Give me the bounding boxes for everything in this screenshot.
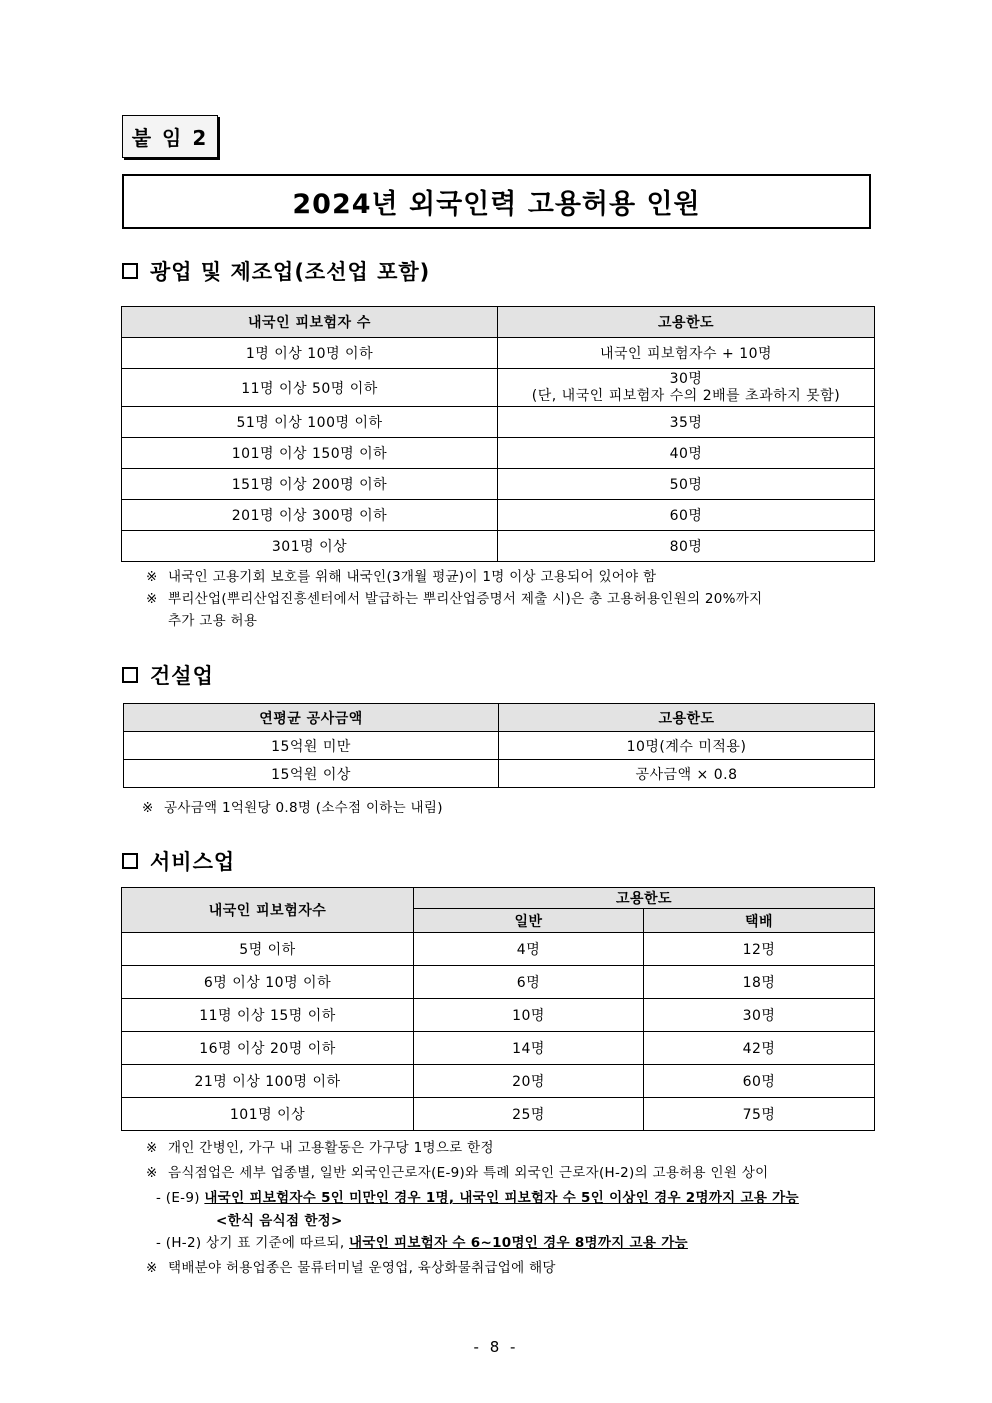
table-cell: 21명 이상 100명 이하 bbox=[122, 1065, 414, 1098]
table-cell: 1명 이상 10명 이하 bbox=[122, 338, 498, 369]
table-cell: 301명 이상 bbox=[122, 531, 498, 562]
table-cell: 101명 이상 bbox=[122, 1098, 414, 1131]
table-cell: 6명 이상 10명 이하 bbox=[122, 966, 414, 999]
table-cell: 60명 bbox=[644, 1065, 875, 1098]
sub-note-e9 bbox=[146, 1186, 886, 1211]
section-construction-title: 건설업 bbox=[150, 664, 214, 688]
table-row bbox=[122, 407, 875, 438]
cell-condition: (단, 내국인 피보험자 수의 2배를 초과하지 못함) bbox=[531, 387, 841, 404]
table-cell: 14명 bbox=[414, 1032, 644, 1065]
table-row bbox=[124, 760, 875, 788]
table-header: 내국인 피보험자수 bbox=[122, 888, 414, 933]
note-text: 개인 간병인, 가구 내 고용활동은 가구당 1명으로 한정 bbox=[168, 1140, 494, 1156]
table-row bbox=[122, 1098, 875, 1131]
attachment-label: 붙 임 2 bbox=[122, 115, 218, 158]
table-subheader: 일반 bbox=[414, 909, 644, 933]
table-row bbox=[122, 531, 875, 562]
table-cell: 11명 이상 50명 이하 bbox=[122, 369, 498, 407]
table-cell: 10명 bbox=[414, 999, 644, 1032]
table-cell: 201명 이상 300명 이하 bbox=[122, 500, 498, 531]
table-row bbox=[122, 500, 875, 531]
section-service-title: 서비스업 bbox=[150, 850, 236, 874]
table-row bbox=[122, 1032, 875, 1065]
sub-note-h2 bbox=[146, 1231, 886, 1256]
table-cell: 18명 bbox=[644, 966, 875, 999]
checkbox-square-icon bbox=[122, 263, 138, 279]
table-cell: 101명 이상 150명 이하 bbox=[122, 438, 498, 469]
table-cell: 15억원 미만 bbox=[124, 732, 499, 760]
service-table bbox=[121, 887, 875, 1131]
section-construction-heading bbox=[122, 660, 214, 690]
table-cell: 35명 bbox=[498, 407, 875, 438]
page-number: - 8 - bbox=[473, 1338, 519, 1356]
note-mark: ※ bbox=[142, 800, 154, 816]
table-cell: 51명 이상 100명 이하 bbox=[122, 407, 498, 438]
note-text: 공사금액 1억원당 0.8명 (소수점 이하는 내림) bbox=[164, 800, 443, 816]
table-cell: 25명 bbox=[414, 1098, 644, 1131]
table-subheader: 택배 bbox=[644, 909, 875, 933]
sub-note-emphasis: 내국인 피보험자 수 6~10명인 경우 8명까지 고용 가능 bbox=[349, 1235, 688, 1251]
table-header: 고용한도 bbox=[498, 307, 875, 338]
note-mark: ※ bbox=[146, 1165, 158, 1181]
page-title: 2024년 외국인력 고용허용 인원 bbox=[122, 174, 871, 229]
construction-table bbox=[123, 703, 875, 788]
note-mark: ※ bbox=[146, 1140, 158, 1156]
table-cell: 20명 bbox=[414, 1065, 644, 1098]
table-cell: 42명 bbox=[644, 1032, 875, 1065]
note-mark: ※ bbox=[146, 591, 158, 607]
note-text: 음식점업은 세부 업종별, 일반 외국인근로자(E-9)와 특례 외국인 근로자(H-2)의 고용허용 인원 상이 bbox=[168, 1165, 769, 1181]
table-row bbox=[122, 338, 875, 369]
section-manufacturing-heading bbox=[122, 256, 430, 286]
table-row bbox=[122, 438, 875, 469]
table-row bbox=[122, 469, 875, 500]
table-row bbox=[124, 732, 875, 760]
table-row bbox=[122, 369, 875, 407]
note-mark: ※ bbox=[146, 1260, 158, 1276]
manufacturing-notes bbox=[146, 566, 876, 632]
note-text-continued: 추가 고용 허용 bbox=[168, 613, 258, 629]
table-cell: 5명 이하 bbox=[122, 933, 414, 966]
construction-notes bbox=[142, 797, 872, 819]
table-cell: 6명 bbox=[414, 966, 644, 999]
table-cell: 내국인 피보험자수 + 10명 bbox=[498, 338, 875, 369]
service-notes bbox=[146, 1136, 886, 1281]
note-text: 뿌리산업(뿌리산업진흥센터에서 발급하는 뿌리산업증명서 제출 시)은 총 고용허용인원의 20%까지 bbox=[168, 591, 763, 607]
table-cell: 공사금액 × 0.8 bbox=[499, 760, 875, 788]
table-cell: 15억원 이상 bbox=[124, 760, 499, 788]
sub-note-emphasis: 내국인 피보험자수 5인 미만인 경우 1명, 내국인 피보험자 수 5인 이상인 경우 2명까지 고용 가능 bbox=[204, 1190, 799, 1206]
table-row bbox=[122, 999, 875, 1032]
table-cell: 50명 bbox=[498, 469, 875, 500]
table-row bbox=[122, 1065, 875, 1098]
table-header: 고용한도 bbox=[414, 888, 875, 909]
sub-note-e9-continued: <한식 음식점 한정> bbox=[216, 1213, 343, 1229]
table-cell: 60명 bbox=[498, 500, 875, 531]
sub-note-prefix: - (E-9) bbox=[156, 1190, 205, 1206]
table-cell: 12명 bbox=[644, 933, 875, 966]
note-text: 택배분야 허용업종은 물류터미널 운영업, 육상화물취급업에 해당 bbox=[168, 1260, 556, 1276]
section-manufacturing-title: 광업 및 제조업(조선업 포함) bbox=[150, 260, 431, 284]
table-cell: 11명 이상 15명 이하 bbox=[122, 999, 414, 1032]
table-cell: 16명 이상 20명 이하 bbox=[122, 1032, 414, 1065]
note-mark: ※ bbox=[146, 569, 158, 585]
table-cell: 80명 bbox=[498, 531, 875, 562]
manufacturing-table bbox=[121, 306, 875, 562]
checkbox-square-icon bbox=[122, 667, 138, 683]
table-cell: 75명 bbox=[644, 1098, 875, 1131]
section-service-heading bbox=[122, 846, 235, 876]
table-header: 고용한도 bbox=[499, 704, 875, 732]
note-text: 내국인 고용기회 보호를 위해 내국인(3개월 평균)이 1명 이상 고용되어 있어야 함 bbox=[168, 569, 657, 585]
sub-note-prefix: - (H-2) 상기 표 기준에 따르되, bbox=[156, 1235, 350, 1251]
table-header: 내국인 피보험자 수 bbox=[122, 307, 498, 338]
table-cell: 40명 bbox=[498, 438, 875, 469]
table-cell: 4명 bbox=[414, 933, 644, 966]
table-cell: 30명 bbox=[644, 999, 875, 1032]
table-cell: 10명(계수 미적용) bbox=[499, 732, 875, 760]
table-cell bbox=[498, 369, 875, 407]
table-row bbox=[122, 933, 875, 966]
checkbox-square-icon bbox=[122, 853, 138, 869]
table-header: 연평균 공사금액 bbox=[124, 704, 499, 732]
table-cell: 151명 이상 200명 이하 bbox=[122, 469, 498, 500]
cell-value: 30명 bbox=[669, 370, 703, 387]
table-row bbox=[122, 966, 875, 999]
